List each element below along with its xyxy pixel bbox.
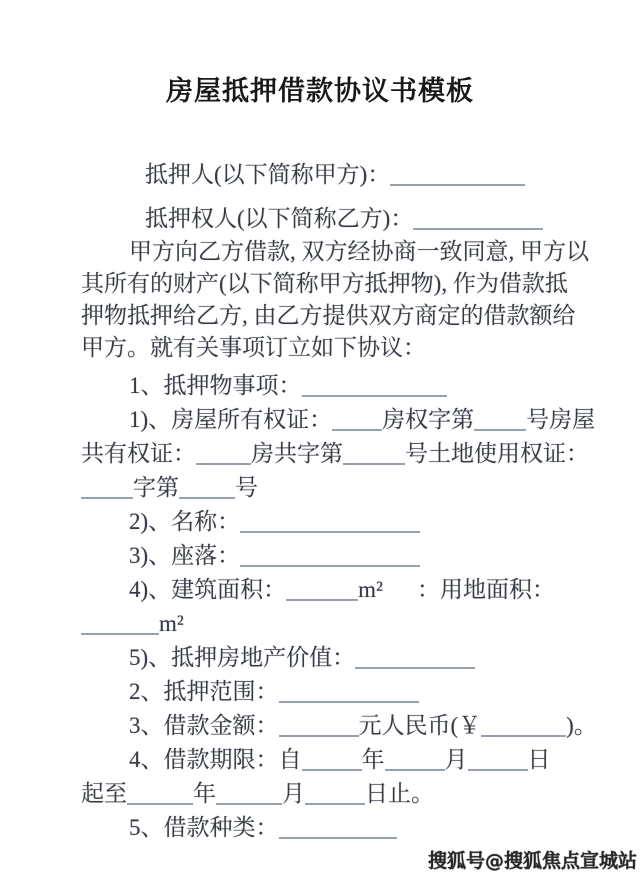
document-line: [81, 471, 620, 505]
document-line: [81, 709, 620, 743]
line-text: 年: [193, 781, 216, 807]
line-text: 1、抵押物事项：: [129, 373, 302, 399]
document-line: [81, 236, 620, 268]
line-text: 月: [444, 747, 468, 773]
line-text: 1)、房屋所有权证：: [129, 407, 333, 433]
line-text: 日止。: [365, 781, 434, 807]
line-text: 日: [527, 747, 551, 773]
line-text: 年: [361, 747, 385, 773]
blank-underline: [81, 497, 133, 499]
line-text: 2)、名称：: [129, 509, 241, 535]
document-line: [81, 539, 620, 573]
line-text: 3、借款金额：: [129, 713, 279, 739]
blank-underline: [81, 633, 159, 635]
line-text: 5)、抵押房地产价值：: [129, 645, 356, 671]
blank-underline: [413, 228, 543, 230]
line-text: 房共字第: [251, 441, 343, 467]
blank-underline: [468, 769, 528, 771]
line-text: 号土地使用权证：: [405, 441, 589, 467]
line-text: 共有权证：: [81, 441, 196, 467]
line-text: m²: [159, 611, 184, 637]
document-line: [81, 437, 620, 471]
blank-underline: [279, 837, 397, 839]
line-text: 4)、建筑面积：: [129, 577, 287, 603]
line-text: 抵押人(以下简称甲方)：: [145, 162, 391, 188]
document-body: [0, 158, 640, 845]
blank-underline: [474, 429, 526, 431]
line-text: 月: [282, 781, 305, 807]
document-line: [81, 641, 620, 675]
blank-underline: [240, 565, 420, 567]
document-line: [81, 505, 620, 539]
blank-underline: [355, 667, 475, 669]
blank-underline: [196, 463, 251, 465]
line-text: 元人民币(￥: [358, 713, 482, 739]
line-text: m²: [358, 577, 383, 603]
document-line: [81, 811, 620, 845]
blank-underline: [279, 735, 359, 737]
document-line: [81, 369, 620, 403]
line-text: )。: [566, 713, 597, 739]
line-text: 甲方向乙方借款, 双方经协商一致同意, 甲方以: [129, 239, 589, 265]
line-text: 5、借款种类：: [129, 815, 279, 841]
blank-underline: [279, 701, 419, 703]
blank-underline: [390, 184, 525, 186]
line-text: 4、借款期限：自: [129, 747, 302, 773]
document-line: [81, 403, 620, 437]
line-text: 2、抵押范围：: [129, 679, 279, 705]
line-text: 起至: [81, 781, 127, 807]
blank-underline: [127, 803, 193, 805]
document-line: [81, 573, 620, 607]
document-title: 房屋抵押借款协议书模板: [166, 76, 474, 107]
document-line: [81, 675, 620, 709]
spacer: [383, 596, 417, 597]
blank-underline: [305, 803, 365, 805]
blank-underline: [385, 769, 445, 771]
blank-underline: [302, 769, 362, 771]
line-text: 3)、座落：: [129, 543, 241, 569]
document-line: [81, 607, 620, 641]
document-line: [81, 202, 620, 236]
blank-underline: [332, 429, 382, 431]
document-line: [81, 300, 620, 332]
document-line: [81, 268, 620, 300]
document-line: [81, 743, 620, 777]
blank-underline: [240, 531, 420, 533]
document-line: [81, 332, 620, 364]
line-text: ：用地面积：: [416, 577, 555, 603]
blank-underline: [286, 599, 358, 601]
blank-underline: [302, 395, 447, 397]
blank-underline: [343, 463, 405, 465]
line-text: 抵押权人(以下简称乙方)：: [145, 206, 414, 232]
blank-underline: [179, 497, 235, 499]
line-text: 字第: [133, 475, 179, 501]
line-text: 押物抵押给乙方, 由乙方提供双方商定的借款额给: [81, 303, 576, 329]
document-line: [81, 158, 620, 192]
line-text: 其所有的财产(以下简称甲方抵押物), 作为借款抵: [81, 271, 568, 297]
blank-underline: [481, 735, 566, 737]
document-line: [81, 777, 620, 811]
watermark-text: 搜狐号@搜狐焦点宣城站: [427, 850, 637, 872]
line-text: 房权字第: [382, 407, 475, 433]
line-text: 甲方。就有关事项订立如下协议：: [81, 335, 426, 361]
blank-underline: [216, 803, 282, 805]
line-text: 号房屋: [526, 407, 596, 433]
line-text: 号: [235, 475, 258, 501]
